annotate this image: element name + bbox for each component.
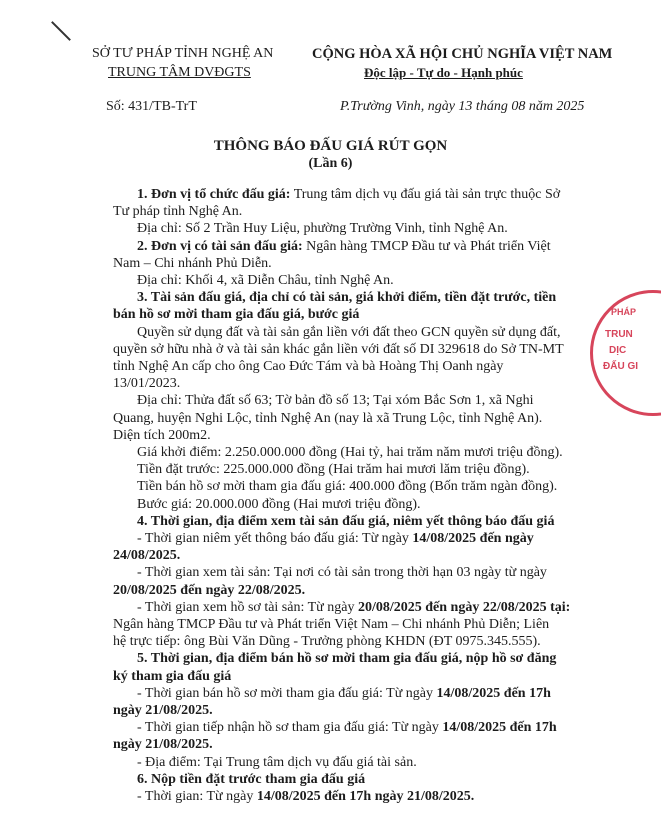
body-line: 24/08/2025. (113, 548, 181, 564)
body-line: - Thời gian niêm yết thông báo đấu giá: Từ ngày 14/08/2025 đến ngày (137, 531, 534, 546)
body-line: ngày 21/08/2025. (113, 737, 213, 753)
stamp-text: ĐẤU GI (603, 361, 638, 372)
body-line: quyền sở hữu nhà ở và tài sản khác gắn liền với đất số DI 329618 do Sở TN-MT (113, 341, 564, 357)
body-line: Quang, huyện Nghi Lộc, tỉnh Nghệ An (nay là xã Trung Lộc, tỉnh Nghệ An). (113, 410, 543, 426)
org-name-center: TRUNG TÂM DVĐGTS (108, 65, 251, 80)
body-line: 2. Đơn vị có tài sản đấu giá: Ngân hàng TMCP Đầu tư và Phát triển Việt (137, 238, 551, 254)
body-line: bán hồ sơ mời tham gia đấu giá, bước giá (113, 307, 360, 323)
body-line: Quyền sử dụng đất và tài sản gắn liền với đất theo GCN quyền sử dụng đất, (137, 324, 561, 340)
body-line: - Địa điểm: Tại Trung tâm dịch vụ đấu giá tài sản. (137, 754, 417, 770)
body-line: - Thời gian: Từ ngày 14/08/2025 đến 17h ngày 21/08/2025. (137, 789, 475, 804)
body-line: 20/08/2025 đến ngày 22/08/2025. (113, 582, 306, 598)
stamp-text: DỊC (609, 345, 627, 356)
body-line: Tiền đặt trước: 225.000.000 đồng (Hai trăm hai mươi lăm triệu đồng). (137, 462, 530, 478)
body-line: Địa chỉ: Số 2 Trần Huy Liệu, phường Trường Vinh, tỉnh Nghệ An. (137, 221, 508, 237)
body-line: 1. Đơn vị tổ chức đấu giá: Trung tâm dịch vụ đấu giá tài sản trực thuộc Sở (137, 187, 561, 202)
document-title: THÔNG BÁO ĐẤU GIÁ RÚT GỌN (213, 138, 448, 154)
stamp-text: TRUN (605, 329, 633, 340)
body-line: 4. Thời gian, địa điểm xem tài sản đấu giá, niêm yết thông báo đấu giá (137, 513, 555, 529)
document-date: P.Trường Vinh, ngày 13 tháng 08 năm 2025 (340, 99, 585, 114)
body-line: - Thời gian tiếp nhận hồ sơ tham gia đấu giá: Từ ngày 14/08/2025 đến 17h (137, 720, 557, 736)
body-line: - Thời gian xem hồ sơ tài sản: Từ ngày 20/08/2025 đến ngày 22/08/2025 tại: (137, 599, 571, 615)
stamp-text: PHÁP (611, 307, 637, 317)
body-line: 13/01/2023. (113, 376, 181, 392)
body-line: Địa chỉ: Khối 4, xã Diễn Châu, tỉnh Nghệ An. (137, 273, 394, 288)
body-line: ký tham gia đấu giá (113, 668, 232, 684)
body-line: Tư pháp tỉnh Nghệ An. (113, 204, 243, 220)
body-line: 6. Nộp tiền đặt trước tham gia đấu giá (137, 771, 366, 787)
body-line: Tiền bán hồ sơ mời tham gia đấu giá: 400.000 đồng (Bốn trăm ngàn đồng). (137, 479, 558, 495)
body-line: - Thời gian bán hồ sơ mời tham gia đấu giá: Từ ngày 14/08/2025 đến 17h (137, 685, 551, 701)
body-line: 3. Tài sản đấu giá, địa chỉ có tài sản, giá khởi điểm, tiền đặt trước, tiền (137, 290, 557, 306)
body-line: Ngân hàng TMCP Đầu tư và Phát triển Việt Nam – Chi nhánh Phủ Diễn; Liên (113, 617, 550, 632)
body-line: - Thời gian xem tài sản: Tại nơi có tài sản trong thời hạn 03 ngày từ ngày (137, 565, 547, 581)
body-line: Bước giá: 20.000.000 đồng (Hai mươi triệu đồng). (137, 496, 421, 512)
document-subtitle: (Lần 6) (308, 156, 353, 171)
body-line: ngày 21/08/2025. (113, 703, 213, 718)
national-title: CỘNG HÒA XÃ HỘI CHỦ NGHĨA VIỆT NAM (312, 46, 613, 62)
document-number: Số: 431/TB-TrT (106, 99, 197, 114)
national-motto: Độc lập - Tự do - Hạnh phúc (364, 65, 523, 80)
body-line: Diện tích 200m2. (113, 427, 211, 443)
org-name-ministry: SỞ TƯ PHÁP TỈNH NGHỆ AN (92, 46, 274, 61)
body-line: Địa chỉ: Thửa đất số 63; Tờ bản đồ số 13; Tại xóm Bắc Sơn 1, xã Nghi (137, 393, 534, 409)
body-line: Giá khởi điểm: 2.250.000.000 đồng (Hai tỷ, hai trăm năm mươi triệu đồng). (137, 445, 563, 460)
body-line: hệ trực tiếp: ông Bùi Văn Dũng - Trưởng phòng KHDN (ĐT 0975.345.555). (113, 634, 541, 650)
pen-mark (51, 21, 71, 41)
body-line: 5. Thời gian, địa điểm bán hồ sơ mời tham gia đấu giá, nộp hồ sơ đăng (137, 651, 557, 667)
body-line: tỉnh Nghệ An cấp cho ông Cao Đức Tám và bà Hoàng Thị Oanh ngày (113, 359, 504, 374)
body-line: Nam – Chi nhánh Phủ Diễn. (113, 255, 272, 271)
